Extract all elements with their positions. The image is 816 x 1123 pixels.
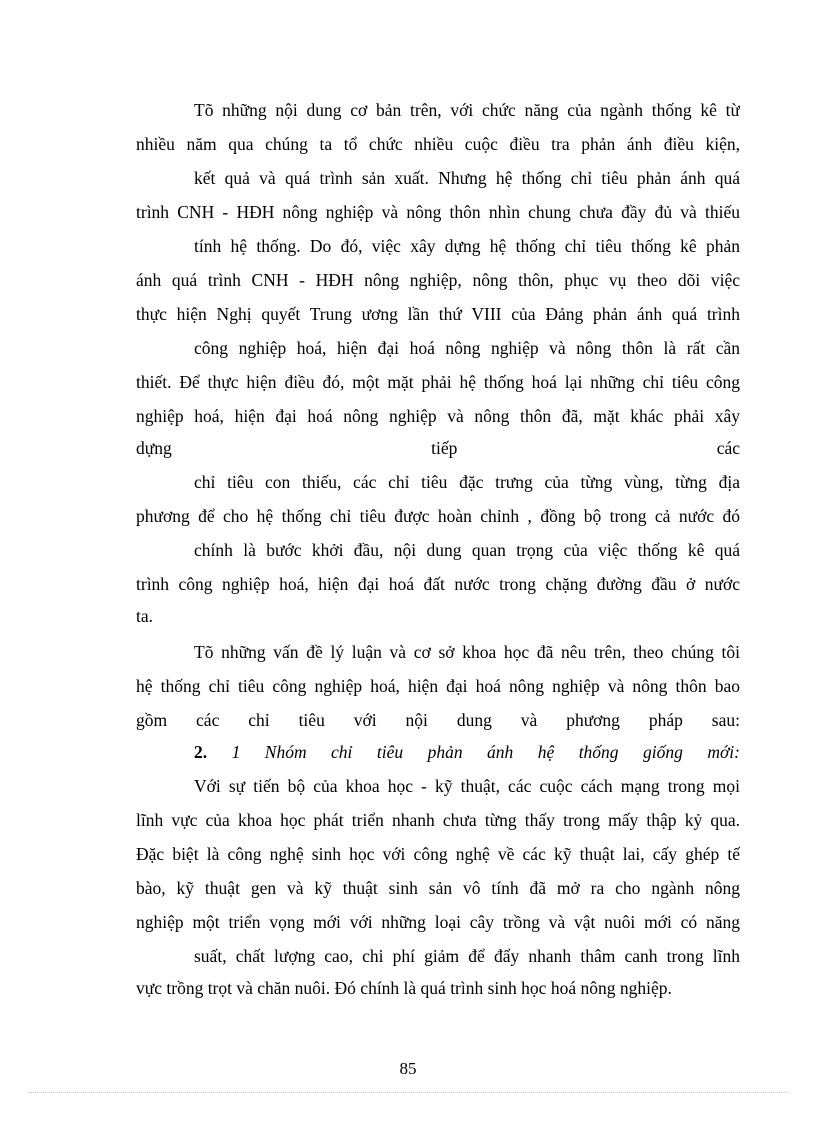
body-text-line: thiết. Để thực hiện điều đó, một mặt phải hệ thống hoá lại những chỉ tiêu công xyxy=(136,372,740,392)
body-text-line: ta. xyxy=(136,606,154,626)
body-text-line: Tõ những vấn đề lý luận và cơ sở khoa học đã nêu trên, theo chúng tôi xyxy=(194,642,740,662)
body-text-line: Tõ những nội dung cơ bản trên, với chức năng của ngành thống kê từ xyxy=(194,100,740,120)
body-text-line: vực trồng trọt và chăn nuôi. Đó chính là quá trình sinh học hoá nông nghiệp. xyxy=(136,978,672,998)
body-text-line: lĩnh vực của khoa học phát triển nhanh chưa từng thấy trong mấy thập kỷ qua. xyxy=(136,810,740,830)
body-text-line: Với sự tiến bộ của khoa học - kỹ thuật, các cuộc cách mạng trong mọi xyxy=(194,776,740,796)
body-text-line: trình CNH - HĐH nông nghiệp và nông thôn nhìn chung chưa đầy đủ và thiếu xyxy=(136,202,740,222)
body-text-line: nghiệp hoá, hiện đại hoá nông nghiệp và nông thôn đã, mặt khác phải xây xyxy=(136,406,740,426)
body-text-line: gồm các chỉ tiêu với nội dung và phương pháp sau: xyxy=(136,710,740,730)
body-text-line: nhiều năm qua chúng ta tổ chức nhiều cuộc điều tra phản ánh điều kiện, xyxy=(136,134,740,154)
body-text-line: công nghiệp hoá, hiện đại hoá nông nghiệp và nông thôn là rất cần xyxy=(194,338,740,358)
section-heading xyxy=(194,740,740,764)
page-number: 85 xyxy=(399,1059,417,1078)
body-text-line: suất, chất lượng cao, chi phí giảm để đẩy nhanh thâm canh trong lĩnh xyxy=(194,946,740,966)
body-text-line: Đặc biệt là công nghệ sinh học với công nghệ về các kỹ thuật lai, cấy ghép tế xyxy=(136,844,740,864)
body-text-line: thực hiện Nghị quyết Trung ương lần thứ VIII của Đảng phản ánh quá trình xyxy=(136,304,740,324)
body-text-line: bào, kỹ thuật gen và kỹ thuật sinh sản vô tính đã mở ra cho ngành nông xyxy=(136,878,740,898)
body-text-line: kết quả và quá trình sản xuất. Nhưng hệ thống chỉ tiêu phản ánh quá xyxy=(194,168,740,188)
body-text-line: trình công nghiệp hoá, hiện đại hoá đất nước trong chặng đường đầu ở nước xyxy=(136,574,740,594)
body-text-line: dựng tiếp các xyxy=(136,438,740,458)
body-text-line: hệ thống chỉ tiêu công nghiệp hoá, hiện đại hoá nông nghiệp và nông thôn bao xyxy=(136,676,740,696)
body-text-line: chỉ tiêu con thiếu, các chỉ tiêu đặc trưng của từng vùng, từng địa xyxy=(194,472,740,492)
body-text-line: nghiệp một triển vọng mới với những loại cây trồng và vật nuôi mới có năng xyxy=(136,912,740,932)
section-heading-text: 1 Nhóm chỉ tiêu phản ánh hệ thống giống mới: xyxy=(207,742,740,762)
body-text-line: ánh quá trình CNH - HĐH nông nghiệp, nông thôn, phục vụ theo dõi việc xyxy=(136,270,740,290)
body-text-line: phương để cho hệ thống chỉ tiêu được hoàn chỉnh , đồng bộ trong cả nước đó xyxy=(136,506,740,526)
section-heading-number: 2. xyxy=(194,742,208,762)
page-bottom-divider xyxy=(28,1092,788,1093)
body-text-line: tính hệ thống. Do đó, việc xây dựng hệ thống chỉ tiêu thống kê phản xyxy=(194,236,740,256)
body-text-line: chính là bước khởi đầu, nội dung quan trọng của việc thống kê quá xyxy=(194,540,740,560)
